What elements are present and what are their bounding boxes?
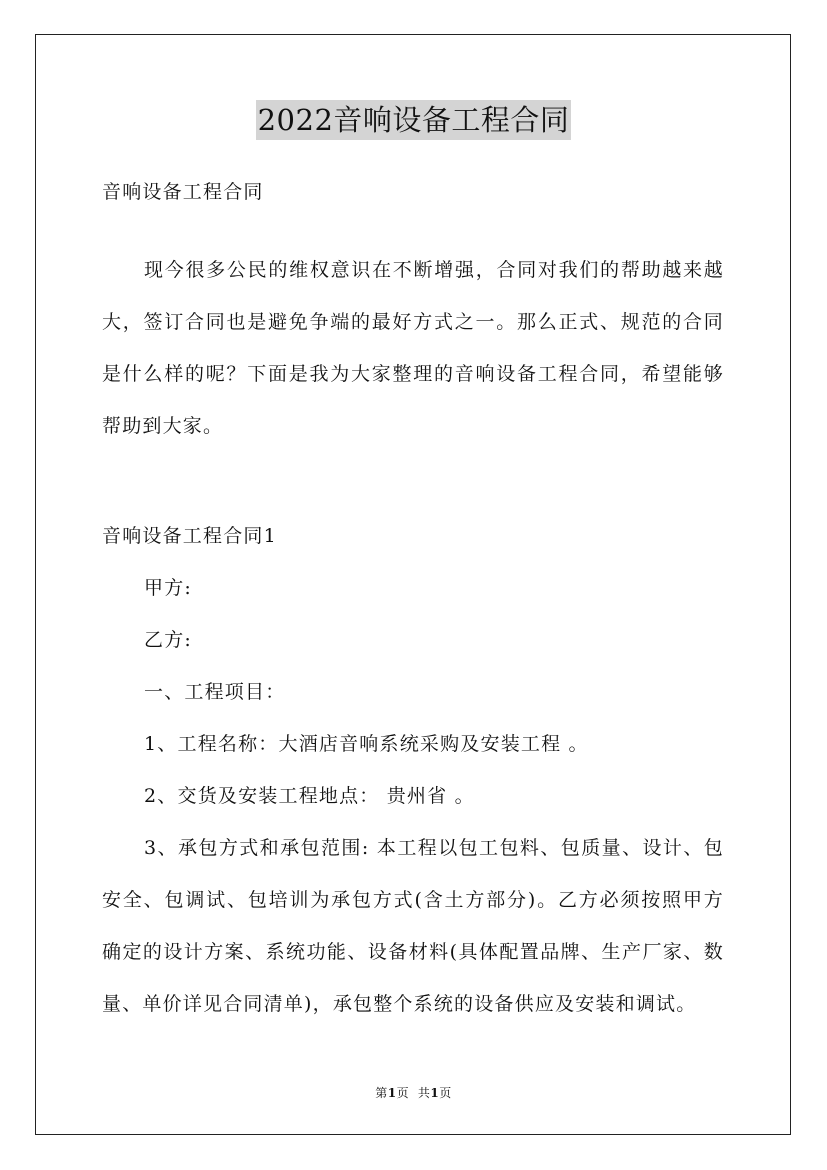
- document-body: [102, 170, 724, 1034]
- page-footer: [0, 1084, 827, 1101]
- clause-line: 3、承包方式和承包范围: 本工程以包工包料、包质量、设计、包: [144, 837, 724, 859]
- party-b-label: 乙方:: [144, 629, 193, 651]
- clause-line: 量、单价详见合同清单)，承包整个系统的设备供应及安装和调试。: [102, 993, 697, 1015]
- total-prefix: 共: [417, 1086, 431, 1100]
- party-a-label: 甲方:: [144, 577, 193, 599]
- clause-line: 确定的设计方案、系统功能、设备材料(具体配置品牌、生产厂家、数: [102, 941, 724, 963]
- page-suffix: 页: [396, 1086, 410, 1100]
- clause-item: 2、交货及安装工程地点： 贵州省 。: [144, 785, 475, 807]
- contract-heading: 音响设备工程合同1: [102, 525, 277, 547]
- intro-line: 现今很多公民的维权意识在不断增强，合同对我们的帮助越来越: [144, 259, 724, 281]
- clause-item: 1、工程名称：大酒店音响系统采购及安装工程 。: [144, 733, 589, 755]
- total-pages: 1: [430, 1086, 440, 1100]
- intro-line: 是什么样的呢？下面是我为大家整理的音响设备工程合同，希望能够: [102, 363, 724, 385]
- page-number: 1: [387, 1086, 397, 1100]
- intro-line: 大，签订合同也是避免争端的最好方式之一。那么正式、规范的合同: [102, 311, 724, 333]
- section-heading: 音响设备工程合同: [102, 181, 264, 203]
- total-suffix: 页: [439, 1086, 452, 1100]
- intro-line: 帮助到大家。: [102, 415, 224, 437]
- title-container: [0, 100, 827, 140]
- page-prefix: 第: [375, 1086, 388, 1100]
- section-title: 一、工程项目：: [144, 681, 286, 703]
- clause-line: 安全、包调试、包培训为承包方式(含土方部分)。乙方必须按照甲方: [102, 889, 724, 911]
- document-title: 2022音响设备工程合同: [256, 100, 572, 140]
